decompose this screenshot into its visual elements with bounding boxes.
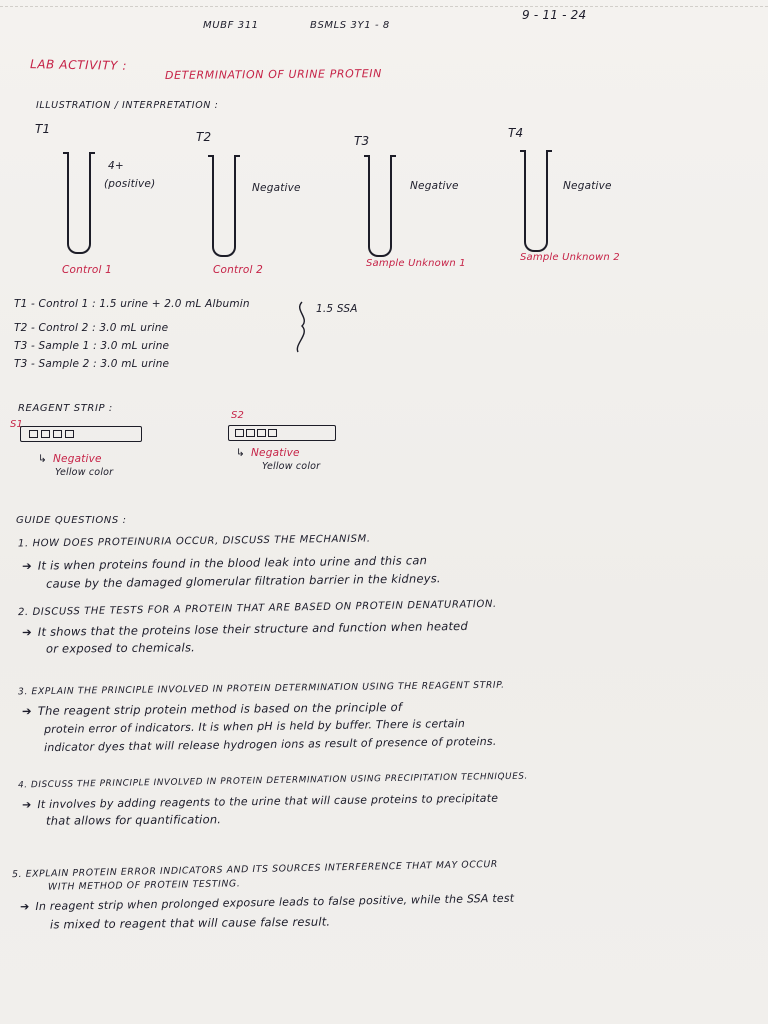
reagent-strip-1 <box>20 426 142 442</box>
answer-4-text: It involves by adding reagents to the urine that will cause proteins to precipitate <box>37 791 499 812</box>
test-tube-2 <box>212 155 236 257</box>
tube-result-t2: Negative <box>252 182 301 194</box>
reagent-strip-2 <box>228 425 336 441</box>
arrow-icon: ➔ <box>21 624 32 640</box>
strip-color-s1: Yellow color <box>55 467 114 478</box>
strip-pad <box>65 430 74 438</box>
answer-3-text: The reagent strip protein method is based on the principle of <box>37 700 403 718</box>
course-code: MUBF 311 <box>203 20 259 31</box>
answer-1-line-2: cause by the damaged glomerular filtration barrier in the kidneys. <box>45 571 441 591</box>
composition-line-1: T1 - Control 1 : 1.5 urine + 2.0 mL Albumin <box>14 298 250 310</box>
answer-1-line-1 <box>22 553 427 573</box>
question-5-line-2: WITH METHOD OF PROTEIN TESTING. <box>47 878 241 893</box>
arrow-icon: ➔ <box>21 703 32 718</box>
arrow-icon: ➔ <box>21 798 32 812</box>
section-code: BSMLS 3Y1 - 8 <box>310 20 390 31</box>
answer-2-text: It shows that the proteins lose their structure and function when heated <box>37 618 468 639</box>
brace-mark <box>292 300 316 354</box>
strip-pad <box>246 429 255 437</box>
answer-3-line-3: indicator dyes that will release hydrogen ions as result of presence of proteins. <box>43 734 497 755</box>
tube-result-t1-grade: 4+ <box>108 160 124 172</box>
answer-3-line-1 <box>22 700 402 718</box>
date: 9 - 11 - 24 <box>522 8 587 22</box>
strip-color-s2: Yellow color <box>262 461 321 472</box>
top-rule <box>0 0 768 7</box>
composition-line-3: T3 - Sample 1 : 3.0 mL urine <box>14 340 170 352</box>
composition-line-2: T2 - Control 2 : 3.0 mL urine <box>14 322 169 334</box>
answer-2-line-2: or exposed to chemicals. <box>45 640 196 656</box>
strip-pad <box>41 430 50 438</box>
strip-result-s1 <box>38 453 102 465</box>
question-2: 2. DISCUSS THE TESTS FOR A PROTEIN THAT ARE BASED ON PROTEIN DENATURATION. <box>17 598 497 619</box>
lab-activity-label: LAB ACTIVITY : <box>29 57 128 73</box>
strip-pad <box>257 429 266 437</box>
answer-2-line-1 <box>22 619 468 639</box>
question-4: 4. DISCUSS THE PRINCIPLE INVOLVED IN PROTEIN DETERMINATION USING PRECIPITATION TECHNIQUES. <box>17 771 528 791</box>
strip-id-s1: S1 <box>10 419 24 430</box>
test-tube-3 <box>368 155 392 257</box>
strip-pad <box>29 430 38 438</box>
tube-result-t3: Negative <box>410 180 459 192</box>
tube-label-t4: Sample Unknown 2 <box>520 252 620 263</box>
guide-heading: GUIDE QUESTIONS : <box>16 515 127 526</box>
illustration-heading: ILLUSTRATION / INTERPRETATION : <box>36 100 219 111</box>
tube-result-t4: Negative <box>563 180 612 192</box>
hook-arrow-icon: ↳ <box>38 453 47 465</box>
tube-id-t2: T2 <box>196 130 212 144</box>
test-tube-1 <box>67 152 91 254</box>
strip-result-s2 <box>236 447 300 459</box>
answer-5-line-1 <box>20 892 514 914</box>
tube-id-t1: T1 <box>35 122 51 136</box>
arrow-icon: ➔ <box>19 900 30 914</box>
tube-id-t4: T4 <box>508 126 524 140</box>
question-3: 3. EXPLAIN THE PRINCIPLE INVOLVED IN PROTEIN DETERMINATION USING THE REAGENT STRIP. <box>17 679 505 698</box>
strip-pad <box>53 430 62 438</box>
strip-pad <box>235 429 244 437</box>
strip-result-s2-text: Negative <box>251 447 300 459</box>
strip-id-s2: S2 <box>231 410 245 421</box>
answer-5-text: In reagent strip when prolonged exposure leads to false positive, while the SSA test <box>35 891 515 914</box>
answer-4-line-1 <box>22 792 498 812</box>
answer-3-line-2: protein error of indicators. It is when pH is held by buffer. There is certain <box>43 717 466 736</box>
question-1: 1. HOW DOES PROTEINURIA OCCUR, DISCUSS THE MECHANISM. <box>17 533 371 550</box>
ssa-reagent: 1.5 SSA <box>316 303 358 315</box>
tube-label-t3: Sample Unknown 1 <box>366 258 466 269</box>
strip-result-s1-text: Negative <box>53 453 102 465</box>
tube-id-t3: T3 <box>354 134 370 148</box>
tube-result-t1: (positive) <box>104 178 156 190</box>
reagent-strip-heading: REAGENT STRIP : <box>18 403 113 414</box>
page-title: DETERMINATION OF URINE PROTEIN <box>164 67 383 82</box>
tube-label-t1: Control 1 <box>62 264 113 276</box>
test-tube-4 <box>524 150 548 252</box>
strip-pad <box>268 429 277 437</box>
composition-line-4: T3 - Sample 2 : 3.0 mL urine <box>14 358 170 370</box>
answer-4-line-2: that allows for quantification. <box>45 812 222 828</box>
arrow-icon: ➔ <box>21 558 32 573</box>
hook-arrow-icon: ↳ <box>236 447 245 459</box>
question-5: 5. EXPLAIN PROTEIN ERROR INDICATORS AND ITS SOURCES INTERFERENCE THAT MAY OCCUR <box>11 858 499 881</box>
tube-label-t2: Control 2 <box>213 264 264 276</box>
answer-1-text: It is when proteins found in the blood leak into urine and this can <box>37 553 428 573</box>
answer-5-line-2: is mixed to reagent that will cause false result. <box>49 914 331 932</box>
